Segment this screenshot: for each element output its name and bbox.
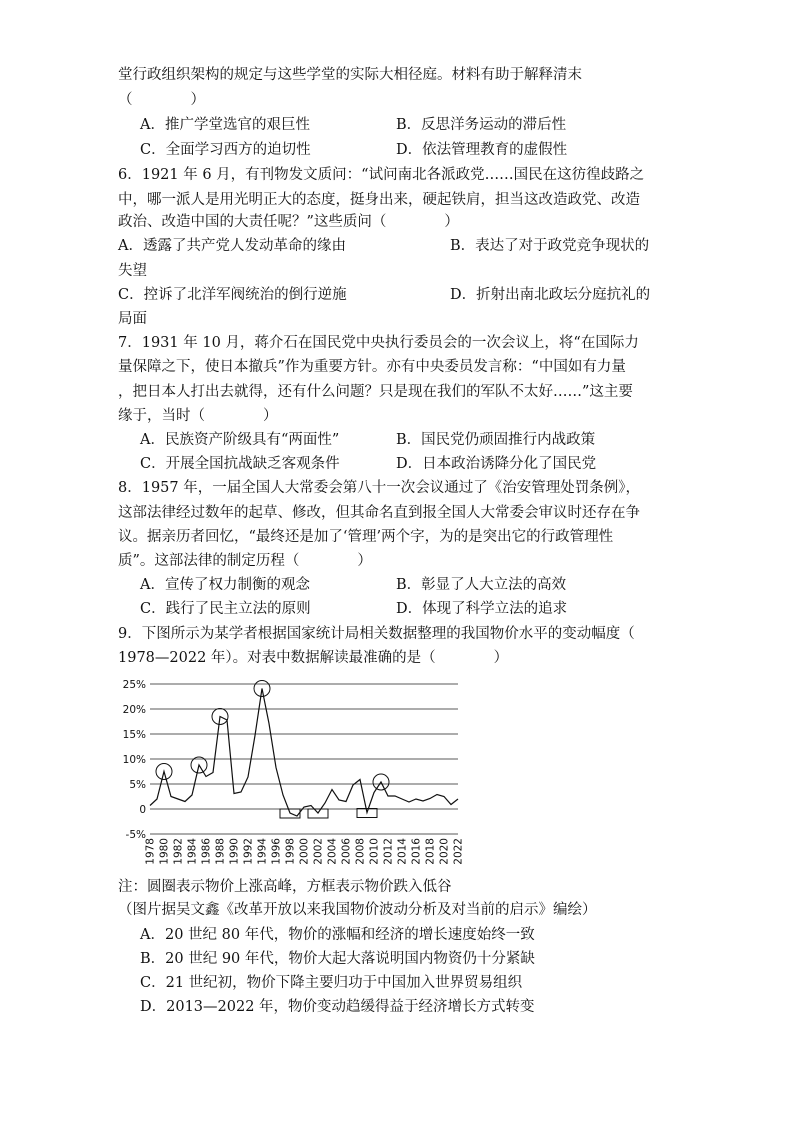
x-tick-label: 1984 [186, 838, 199, 865]
x-tick-label: 2014 [396, 838, 409, 865]
q8-option-c: C．践行了民主立法的原则 [140, 601, 311, 617]
x-tick-label: 1998 [284, 838, 297, 865]
x-tick-label: 1978 [144, 838, 157, 865]
q6-option-c: C．控诉了北洋军阀统治的倒行逆施 [118, 287, 347, 303]
x-tick-label: 2006 [340, 838, 353, 865]
x-tick-label: 1988 [214, 838, 227, 865]
q7-stem-line-1: 7．1931 年 10 月，蒋介石在国民党中央执行委员会的一次会议上，将“在国际力 [118, 335, 639, 351]
price-series-line [150, 689, 458, 817]
x-tick-label: 1990 [228, 838, 241, 865]
q5-option-a: A．推广学堂选官的艰巨性 [140, 117, 310, 133]
q9-option-d: D．2013—2022 年，物价变动趋缓得益于经济增长方式转变 [140, 999, 535, 1015]
q9-stem-line-2: 1978—2022 年）。对表中数据解读最准确的是（ ） [118, 650, 509, 666]
x-tick-label: 1992 [242, 838, 255, 865]
x-tick-label: 1980 [158, 838, 171, 865]
q6-option-a: A．透露了共产党人发动革命的缘由 [118, 238, 346, 254]
x-tick-label: 2000 [298, 838, 311, 865]
q8-stem-line-2: 这部法律经过数年的起草、修改，但其命名直到报全国人大常委会审议时还存在争 [118, 505, 640, 521]
x-tick-label: 1994 [256, 838, 269, 865]
y-tick-label: 10% [122, 754, 146, 766]
q5-option-d: D．依法管理教育的虚假性 [396, 142, 568, 158]
q6-stem-line-3: 政治、改造中国的大责任呢？”这些质问（ ） [118, 214, 459, 230]
q7-stem-line-3: ，把日本人打出去就得，还有什么问题？只是现在我们的军队不太好……”这主要 [118, 384, 633, 400]
q5-option-b: B．反思洋务运动的滞后性 [396, 117, 567, 133]
q5-stem-tail: 堂行政组织架构的规定与这些学堂的实际大相径庭。材料有助于解释清末 [118, 67, 582, 83]
y-tick-label: 20% [122, 704, 146, 716]
q8-stem-line-3: 议。据亲历者回忆，“最终还是加了‘管理’两个字，为的是突出它的行政管理性 [118, 529, 614, 545]
q6-option-b-wrap: 失望 [118, 263, 147, 279]
x-tick-label: 1986 [200, 838, 213, 865]
q7-option-b: B．国民党仍顽固推行内战政策 [396, 432, 596, 448]
chart-note: 注：圆圈表示物价上涨高峰，方框表示物价跌入低谷 [118, 879, 452, 895]
y-tick-label: 5% [129, 779, 146, 791]
q6-option-d: D．折射出南北政坛分庭抗礼的 [450, 287, 651, 303]
q9-stem-line-1: 9．下图所示为某学者根据国家统计局相关数据整理的我国物价水平的变动幅度（ [118, 626, 635, 642]
q8-option-d: D．体现了科学立法的追求 [396, 601, 568, 617]
y-tick-label: 0 [139, 804, 146, 816]
q5-answer-paren: （ ） [118, 92, 205, 108]
x-tick-label: 1982 [172, 838, 185, 865]
x-tick-label: 2022 [452, 838, 465, 865]
q9-option-a: A．20 世纪 80 年代，物价的涨幅和经济的增长速度始终一致 [140, 927, 535, 943]
q6-stem-line-1: 6．1921 年 6 月，有刊物发文质问：“试问南北各派政党……国民在这彷徨歧路之 [118, 167, 645, 183]
q7-stem-line-2: 量保障之下，使日本撤兵”作为重要方针。亦有中央委员发言称：“中国如有力量 [118, 359, 626, 375]
q8-option-a: A．宣传了权力制衡的观念 [140, 577, 310, 593]
q5-option-c: C．全面学习西方的迫切性 [140, 142, 311, 158]
x-tick-label: 2004 [326, 838, 339, 865]
q8-stem-line-1: 8．1957 年，一届全国人大常委会第八十一次会议通过了《治安管理处罚条例》， [118, 480, 640, 496]
x-tick-label: 2020 [438, 838, 451, 865]
y-tick-label: 15% [122, 729, 146, 741]
q9-option-b: B．20 世纪 90 年代，物价大起大落说明国内物资仍十分紧缺 [140, 951, 535, 967]
chart-source: （图片据吴文鑫《改革开放以来我国物价波动分析及对当前的启示》编绘） [118, 902, 597, 918]
x-tick-label: 1996 [270, 838, 283, 865]
x-tick-label: 2010 [368, 838, 381, 865]
q7-option-d: D．日本政治诱降分化了国民党 [396, 456, 597, 472]
y-tick-label: -5% [125, 829, 146, 841]
x-tick-label: 2018 [424, 838, 437, 865]
q7-stem-line-4: 缘于，当时（ ） [118, 408, 278, 424]
x-tick-label: 2016 [410, 838, 423, 865]
x-tick-label: 2002 [312, 838, 325, 865]
x-tick-label: 2012 [382, 838, 395, 865]
q8-stem-line-4: 质”。这部法律的制定历程（ ） [118, 553, 372, 569]
q9-option-c: C．21 世纪初，物价下降主要归功于中国加入世界贸易组织 [140, 975, 523, 991]
q7-option-a: A．民族资产阶级具有“两面性” [140, 432, 340, 448]
x-tick-label: 2008 [354, 838, 367, 865]
q8-option-b: B．彰显了人大立法的高效 [396, 577, 567, 593]
y-tick-label: 25% [122, 679, 146, 691]
q6-option-d-wrap: 局面 [118, 311, 147, 327]
q6-stem-line-2: 中，哪一派人是用光明正大的态度，挺身出来，硬起铁肩，担当这改造政党、改造 [118, 192, 640, 208]
q6-option-b: B．表达了对于政党竞争现状的 [450, 238, 650, 254]
q7-option-c: C．开展全国抗战缺乏客观条件 [140, 456, 340, 472]
price-change-chart [112, 672, 472, 872]
